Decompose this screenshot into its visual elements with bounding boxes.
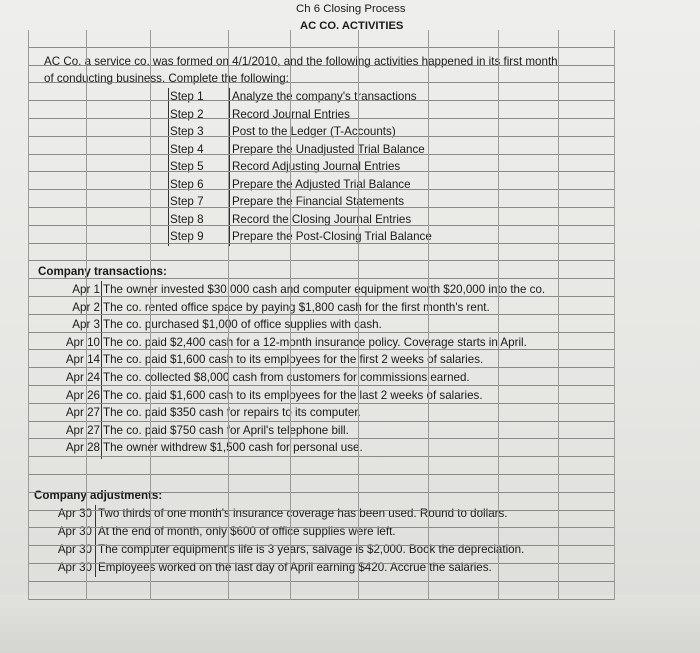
grid-row-line xyxy=(28,83,614,101)
page-bottom-shadow xyxy=(0,595,700,653)
step-label: Step 6 xyxy=(170,177,204,191)
grid-row-line xyxy=(28,226,614,244)
grid-row-line xyxy=(28,244,614,262)
sheet-subtitle: AC CO. ACTIVITIES xyxy=(300,20,404,32)
step-description: Prepare the Adjusted Trial Balance xyxy=(232,177,411,191)
transaction-date: Apr 14 xyxy=(65,353,100,367)
transaction-date: Apr 24 xyxy=(65,371,100,384)
transaction-description: The co. paid $750 cash for April's telephone bill. xyxy=(103,423,349,437)
grid-row-line xyxy=(28,279,614,297)
step-label: Step 5 xyxy=(170,160,204,173)
grid-row-line xyxy=(28,546,614,564)
transaction-description: The co. rented office space by paying $1,800 cash for the first month's rent. xyxy=(103,300,490,314)
grid-row-line xyxy=(28,315,614,333)
grid-row-line xyxy=(28,155,614,173)
step-description: Prepare the Post-Closing Trial Balance xyxy=(232,230,432,243)
grid-column-line xyxy=(228,30,229,600)
grid-row-line xyxy=(28,333,614,351)
grid-row-line xyxy=(28,493,614,511)
grid-row-line xyxy=(28,101,614,119)
step-label: Step 8 xyxy=(170,212,204,226)
grid-column-line xyxy=(498,30,499,600)
transaction-description: The owner withdrew $1,500 cash for personal use. xyxy=(103,441,363,455)
grid-column-line xyxy=(358,30,359,600)
step-description: Record Journal Entries xyxy=(232,107,350,121)
transaction-date: Apr 26 xyxy=(65,388,100,402)
intro-line-1: AC Co. a service co. was formed on 4/1/2010, and the following activities happened in its first month xyxy=(44,55,558,68)
grid-column-line xyxy=(28,30,29,600)
step-description: Analyze the company's transactions xyxy=(232,90,417,103)
adjustment-description: At the end of month, only $600 of office supplies were left. xyxy=(98,525,396,538)
grid-row-line xyxy=(28,511,614,529)
grid-column-line xyxy=(150,30,151,600)
transaction-description: The co. paid $350 cash for repairs to its computer. xyxy=(103,406,361,420)
grid-row-line xyxy=(28,528,614,546)
transaction-date: Apr 10 xyxy=(65,335,100,349)
transactions-heading: Company transactions: xyxy=(38,265,167,278)
transaction-date: Apr 28 xyxy=(65,441,100,455)
spreadsheet-grid xyxy=(28,0,670,600)
adjustment-description: Two thirds of one month's insurance coverage has been used. Round to dollars. xyxy=(98,507,508,520)
grid-row-line xyxy=(28,297,614,315)
grid-column-line xyxy=(428,30,429,600)
grid-column-line xyxy=(558,30,559,600)
grid-row-line xyxy=(28,582,614,600)
step-description: Record the Closing Journal Entries xyxy=(232,212,412,226)
grid-row-line xyxy=(28,439,614,457)
transaction-description: The co. paid $1,600 cash to its employees for the last 2 weeks of salaries. xyxy=(103,388,483,402)
grid-row-line xyxy=(28,119,614,137)
transaction-date: Apr 3 xyxy=(72,318,100,332)
grid-row-line xyxy=(28,30,614,48)
grid-row-line xyxy=(28,137,614,155)
step-description: Post to the Ledger (T-Accounts) xyxy=(232,125,396,138)
transaction-description: The co. paid $1,600 cash to its employees for the first 2 weeks of salaries. xyxy=(103,353,484,367)
adjustment-date: Apr 30 xyxy=(57,561,92,574)
grid-row-line xyxy=(28,261,614,279)
step-label: Step 1 xyxy=(170,90,204,103)
transaction-date: Apr 27 xyxy=(65,423,100,437)
intro-line-2: of conducting business. Complete the following: xyxy=(44,72,289,85)
grid-column-line xyxy=(86,30,87,600)
grid-column-line xyxy=(614,30,615,600)
step-label: Step 7 xyxy=(170,195,204,208)
adjustment-description: Employees worked on the last day of April earning $420. Accrue the salaries. xyxy=(98,561,492,574)
transaction-description: The co. paid $2,400 cash for a 12-month insurance policy. Coverage starts in April. xyxy=(103,335,527,349)
transaction-date: Apr 2 xyxy=(72,300,100,314)
adjustments-heading: Company adjustments: xyxy=(34,489,163,502)
grid-row-line xyxy=(28,457,614,475)
transaction-description: The co. collected $8,000 cash from customers for commissions earned. xyxy=(103,371,470,384)
transaction-description: The owner invested $30,000 cash and computer equipment worth $20,000 into the co. xyxy=(103,283,546,296)
adjustment-date: Apr 30 xyxy=(57,507,92,520)
step-description: Record Adjusting Journal Entries xyxy=(232,160,401,173)
grid-row-line xyxy=(28,208,614,226)
grid-row-line xyxy=(28,422,614,440)
sheet-title: Ch 6 Closing Process xyxy=(296,3,406,15)
grid-row-line xyxy=(28,172,614,190)
grid-row-line xyxy=(28,475,614,493)
grid-column-line xyxy=(290,30,291,600)
step-label: Step 2 xyxy=(170,107,204,121)
transaction-date: Apr 27 xyxy=(65,406,100,420)
grid-row-line xyxy=(28,190,614,208)
grid-row-line xyxy=(28,48,614,66)
grid-row-line xyxy=(28,564,614,582)
grid-row-line xyxy=(28,386,614,404)
grid-row-line xyxy=(28,368,614,386)
adjustment-description: The computer equipment's life is 3 years, salvage is $2,000. Book the depreciation. xyxy=(98,543,525,556)
grid-row-line xyxy=(28,404,614,422)
adjustment-date: Apr 30 xyxy=(57,525,92,538)
transaction-description: The co. purchased $1,000 of office supplies with cash. xyxy=(103,318,382,332)
step-label: Step 4 xyxy=(170,142,204,156)
step-description: Prepare the Unadjusted Trial Balance xyxy=(232,142,425,156)
transaction-date: Apr 1 xyxy=(72,283,100,296)
adjustment-date: Apr 30 xyxy=(57,543,92,556)
step-label: Step 3 xyxy=(170,125,204,138)
step-description: Prepare the Financial Statements xyxy=(232,195,405,208)
step-label: Step 9 xyxy=(170,230,204,243)
grid-row-line xyxy=(28,350,614,368)
grid-row-line xyxy=(28,66,614,84)
